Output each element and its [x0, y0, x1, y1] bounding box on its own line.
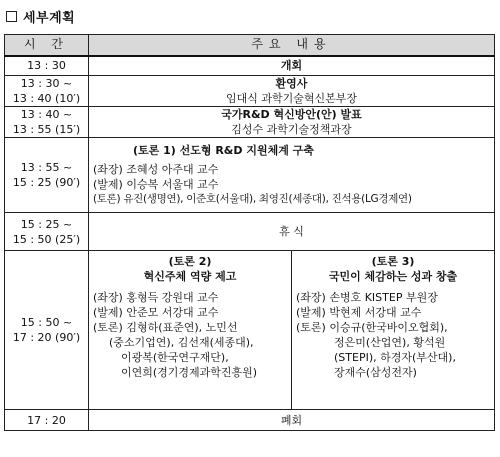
discussion-title: 혁신주체 역량 제고: [143, 270, 237, 283]
panelists-cont: 정은미(산업연), 황석원: [334, 336, 446, 349]
table-row: [5, 76, 495, 107]
table-row: [5, 213, 495, 251]
panelists-cont: 이연희(경기경제과학진흥원): [121, 366, 258, 379]
panelists-cont: 장재수(삼성전자): [334, 366, 417, 379]
time-cell: [5, 138, 89, 213]
table-row: [5, 251, 495, 410]
content-cell: [89, 107, 495, 138]
discussion-label: (토론 2): [168, 255, 212, 268]
presenter: (발제) 이승복 서울대 교수: [93, 178, 219, 191]
moderator: (좌장) 홍형득 강원대 교수: [93, 291, 219, 304]
time-text: 17 : 20: [27, 413, 66, 427]
time-end: 15 : 25 (90′): [12, 176, 81, 189]
discussion-3-panel: [292, 251, 494, 409]
time-start: 15 : 25 ~: [20, 217, 73, 231]
table-row: [5, 107, 495, 138]
time-start: 13 : 40 ~: [20, 108, 73, 121]
time-start: 13 : 30 ~: [20, 77, 73, 90]
discussion-title: 국민이 체감하는 성과 창출: [328, 270, 458, 283]
schedule-table: [4, 34, 495, 431]
time-cell: [5, 410, 89, 431]
speaker: 김성수 과학기술정책과장: [231, 123, 352, 136]
time-cell: [5, 76, 89, 107]
panelists-cont: (STEPI), 하경자(부산대),: [334, 351, 456, 364]
content-cell-split: [89, 251, 495, 410]
time-end: 13 : 40 (10′): [12, 92, 81, 105]
time-end: 17 : 20 (90′): [12, 331, 81, 344]
discussion-2-panel: [89, 251, 292, 409]
presenter: (발제) 안준모 서강대 교수: [93, 306, 219, 319]
section-heading-text: 세부계획: [23, 10, 76, 26]
session-title: 국가R&D 혁신방안(안) 발표: [221, 108, 362, 121]
content-cell: [89, 410, 495, 431]
checkbox-square-icon: [6, 11, 17, 22]
content-cell: [89, 138, 495, 213]
panelists: (토론) 이승규(한국바이오협회),: [296, 321, 448, 334]
session-title: 개회: [280, 59, 303, 73]
time-cell: [5, 56, 89, 76]
session-title: 환영사: [275, 77, 308, 90]
time-cell: [5, 213, 89, 251]
time-cell: [5, 251, 89, 410]
content-cell: [89, 213, 495, 251]
break-label: 휴 식: [279, 225, 304, 238]
header-time: 시 간: [5, 35, 89, 56]
discussion-title: (토론 1) 선도형 R&D 지원체계 구축: [133, 144, 314, 157]
time-end: 13 : 55 (15′): [12, 123, 81, 136]
time-start: 15 : 50 ~: [20, 316, 73, 329]
table-header-row: [5, 35, 495, 56]
time-cell: [5, 107, 89, 138]
session-title: 폐회: [280, 413, 303, 427]
presenter: (발제) 박현제 서강대 교수: [296, 306, 422, 319]
panelists-cont: (중소기업연), 김선재(세종대),: [109, 336, 254, 349]
discussion-label: (토론 3): [371, 255, 415, 268]
content-cell: [89, 56, 495, 76]
table-row: [5, 56, 495, 76]
panelists-cont: 이광복(한국연구재단),: [121, 351, 229, 364]
time-text: 13 : 30: [27, 59, 66, 73]
time-start: 13 : 55 ~: [20, 161, 73, 174]
time-end: 15 : 50 (25′): [12, 232, 81, 246]
table-row: [5, 410, 495, 431]
panelists: (토론) 유진(생명연), 이준호(서울대), 최영진(세종대), 진석용(LG경제연): [93, 193, 412, 205]
speaker: 임대식 과학기술혁신본부장: [225, 92, 357, 105]
section-heading: [6, 6, 75, 26]
panelists: (토론) 김형하(표준연), 노민선: [93, 321, 238, 334]
table-row: [5, 138, 495, 213]
moderator: (좌장) 손병호 KISTEP 부원장: [296, 291, 438, 304]
content-cell: [89, 76, 495, 107]
header-content: 주요 내용: [89, 35, 495, 56]
moderator: (좌장) 조혜성 아주대 교수: [93, 163, 219, 176]
